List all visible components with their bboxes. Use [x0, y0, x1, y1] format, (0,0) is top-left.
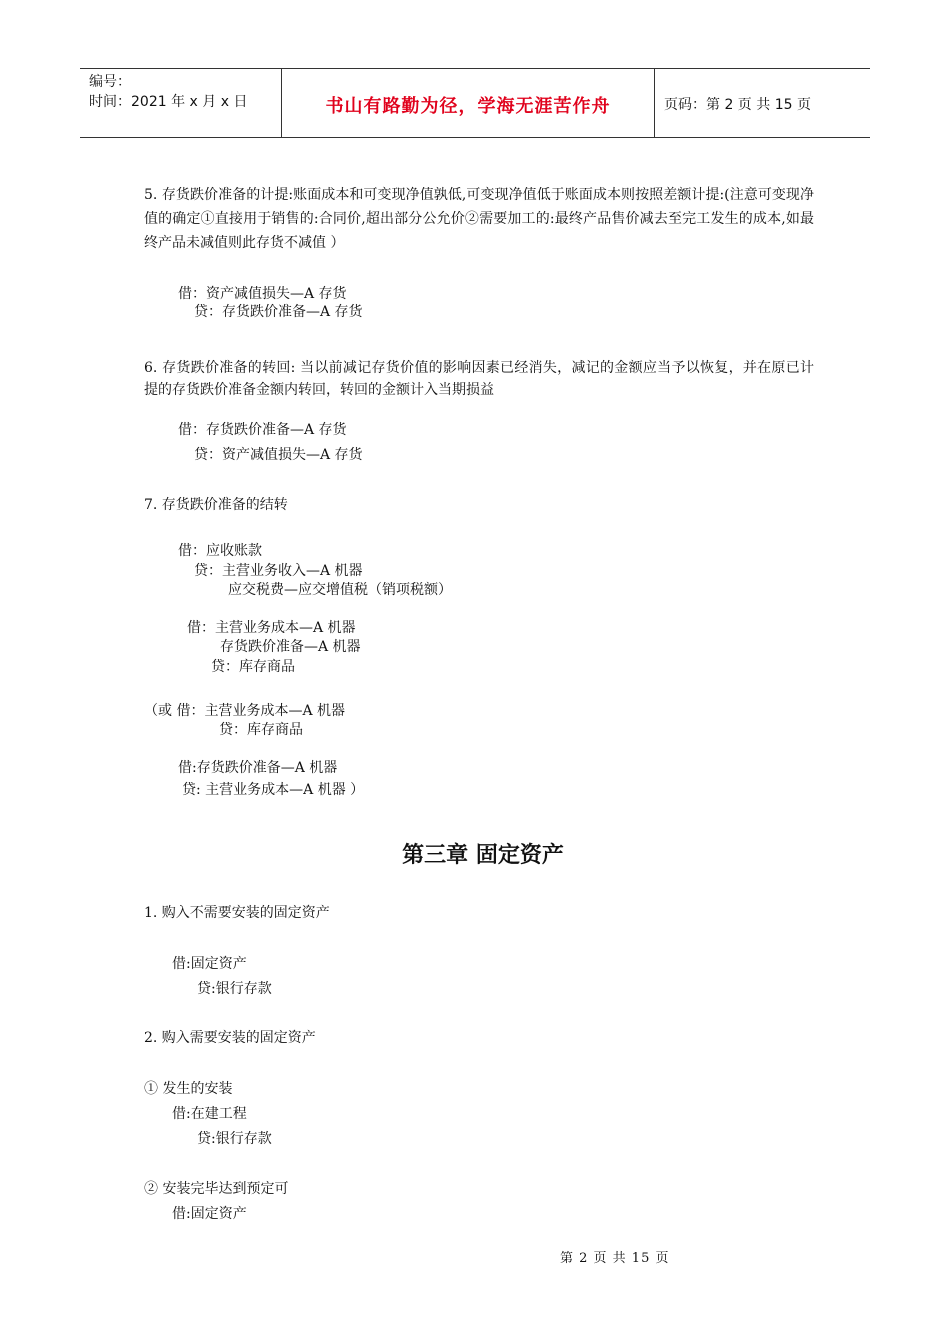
journal-debit: 借:在建工程: [172, 1106, 247, 1122]
journal-credit: 贷：存货跌价准备—A 存货: [194, 304, 363, 320]
journal-credit: 贷:银行存款: [197, 981, 272, 997]
journal-debit: 借:固定资产: [172, 956, 247, 972]
journal-debit: 借：存货跌价准备—A 存货: [178, 422, 347, 438]
header-left: [89, 72, 247, 112]
chapter-title: 第三章 固定资产: [402, 843, 564, 868]
section-5-text: 5. 存货跌价准备的计提:账面成本和可变现净值孰低,可变现净值低于账面成本则按照差额计提:(注意可变现净值的确定①直接用于销售的:合同价,超出部分公允价②需要加工的:最终产品售价减去至完工发生的成本,如最终产品未减值则此存货不减值 ）: [144, 187, 814, 251]
journal-debit: （或 借：主营业务成本—A 机器: [144, 703, 346, 719]
journal-debit: 借：应收账款: [178, 543, 262, 559]
page-header: [80, 68, 870, 138]
journal-credit: 贷：库存商品: [211, 659, 295, 675]
journal-credit: 贷: 主营业务成本—A 机器 ）: [182, 782, 365, 798]
journal-debit: 存货跌价准备—A 机器: [220, 639, 361, 655]
journal-credit: 贷：库存商品: [219, 722, 303, 738]
header-motto: 书山有路勤为径，学海无涯苦作舟: [325, 96, 611, 117]
sub-item: ② 安装完毕达到预定可: [144, 1181, 289, 1197]
page-footer: 第 2 页 共 15 页: [560, 1251, 670, 1266]
list-item: 1. 购入不需要安装的固定资产: [144, 905, 330, 921]
journal-credit: 贷：资产减值损失—A 存货: [194, 447, 363, 463]
journal-debit: 借:固定资产: [172, 1206, 247, 1222]
journal-credit: 贷：主营业务收入—A 机器: [194, 563, 363, 579]
date-label: 时间：2021 年 x 月 x 日: [89, 94, 248, 110]
number-label: 编号：: [89, 74, 131, 90]
journal-debit: 借：主营业务成本—A 机器: [187, 620, 356, 636]
section-7-title: 7. 存货跌价准备的结转: [144, 497, 288, 513]
journal-debit: 借:存货跌价准备—A 机器: [178, 760, 338, 776]
list-item: 2. 购入需要安装的固定资产: [144, 1030, 316, 1046]
section-6-text: 6. 存货跌价准备的转回: 当以前减记存货价值的影响因素已经消失，减记的金额应当予以恢复，并在原已计提的存货跌价准备金额内转回，转回的金额计入当期损益: [144, 360, 814, 398]
journal-credit: 应交税费—应交增值税（销项税额）: [228, 582, 452, 598]
journal-credit: 贷:银行存款: [197, 1131, 272, 1147]
header-divider: [654, 69, 655, 137]
sub-item: ① 发生的安装: [144, 1081, 233, 1097]
header-page-number: 页码：第 2 页 共 15 页: [664, 97, 811, 113]
journal-debit: 借：资产减值损失—A 存货: [178, 286, 347, 302]
